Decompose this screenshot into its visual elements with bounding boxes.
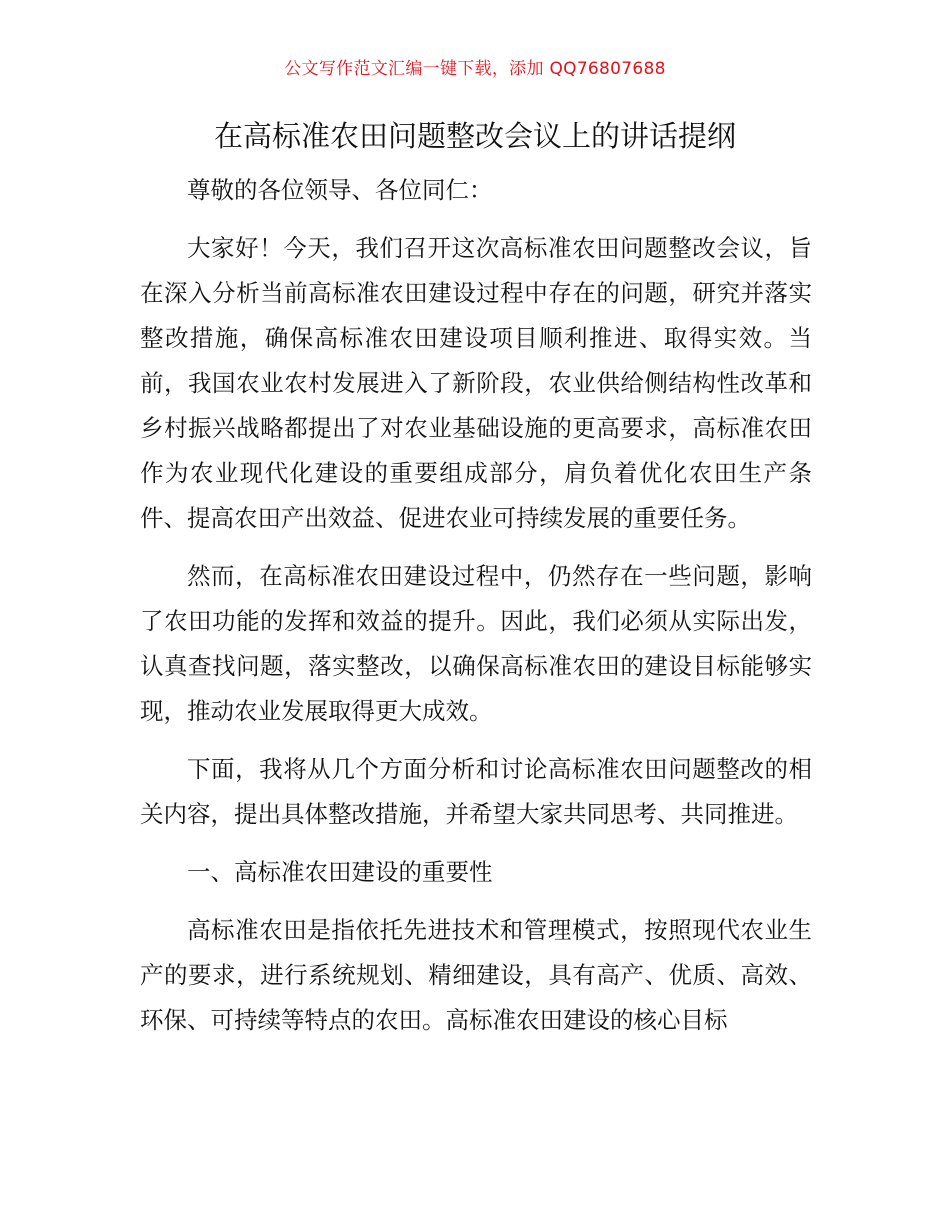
document-body xyxy=(140,168,812,1056)
section-heading: 一、高标准农田建设的重要性 xyxy=(187,858,493,886)
paragraph-outline: 下面，我将从几个方面分析和讨论高标准农田问题整改的相关内容，提出具体整改措施，并希望大家共同思考、共同推进。 xyxy=(140,755,812,828)
paragraph-opening: 大家好！今天，我们召开这次高标准农田问题整改会议，旨在深入分析当前高标准农田建设过程中存在的问题，研究并落实整改措施，确保高标准农田建设项目顺利推进、取得实效。当前，我国农业农村发展进入了新阶段，农业供给侧结构性改革和乡村振兴战略都提出了对农业基础设施的更高要求，高标准农田作为农业现代化建设的重要组成部分，肩负着优化农田生产条件、提高农田产出效益、促进农业可持续发展的重要任务。 xyxy=(140,234,812,532)
paragraph-section-one: 高标准农田是指依托先进技术和管理模式，按照现代农业生产的要求，进行系统规划、精细建设，具有高产、优质、高效、环保、可持续等特点的农田。高标准农田建设的核心目标 xyxy=(140,916,812,1034)
document-title: 在高标准农田问题整改会议上的讲话提纲 xyxy=(213,119,736,153)
salutation: 尊敬的各位领导、各位同仁： xyxy=(187,176,493,204)
paragraph-problems: 然而，在高标准农田建设过程中，仍然存在一些问题，影响了农田功能的发挥和效益的提升。因此，我们必须从实际出发，认真查找问题，落实整改，以确保高标准农田的建设目标能够实现，推动农业发展取得更大成效。 xyxy=(140,562,812,725)
download-promo-note: 公文写作范文汇编一键下载，添加 QQ76807688 xyxy=(284,59,666,79)
